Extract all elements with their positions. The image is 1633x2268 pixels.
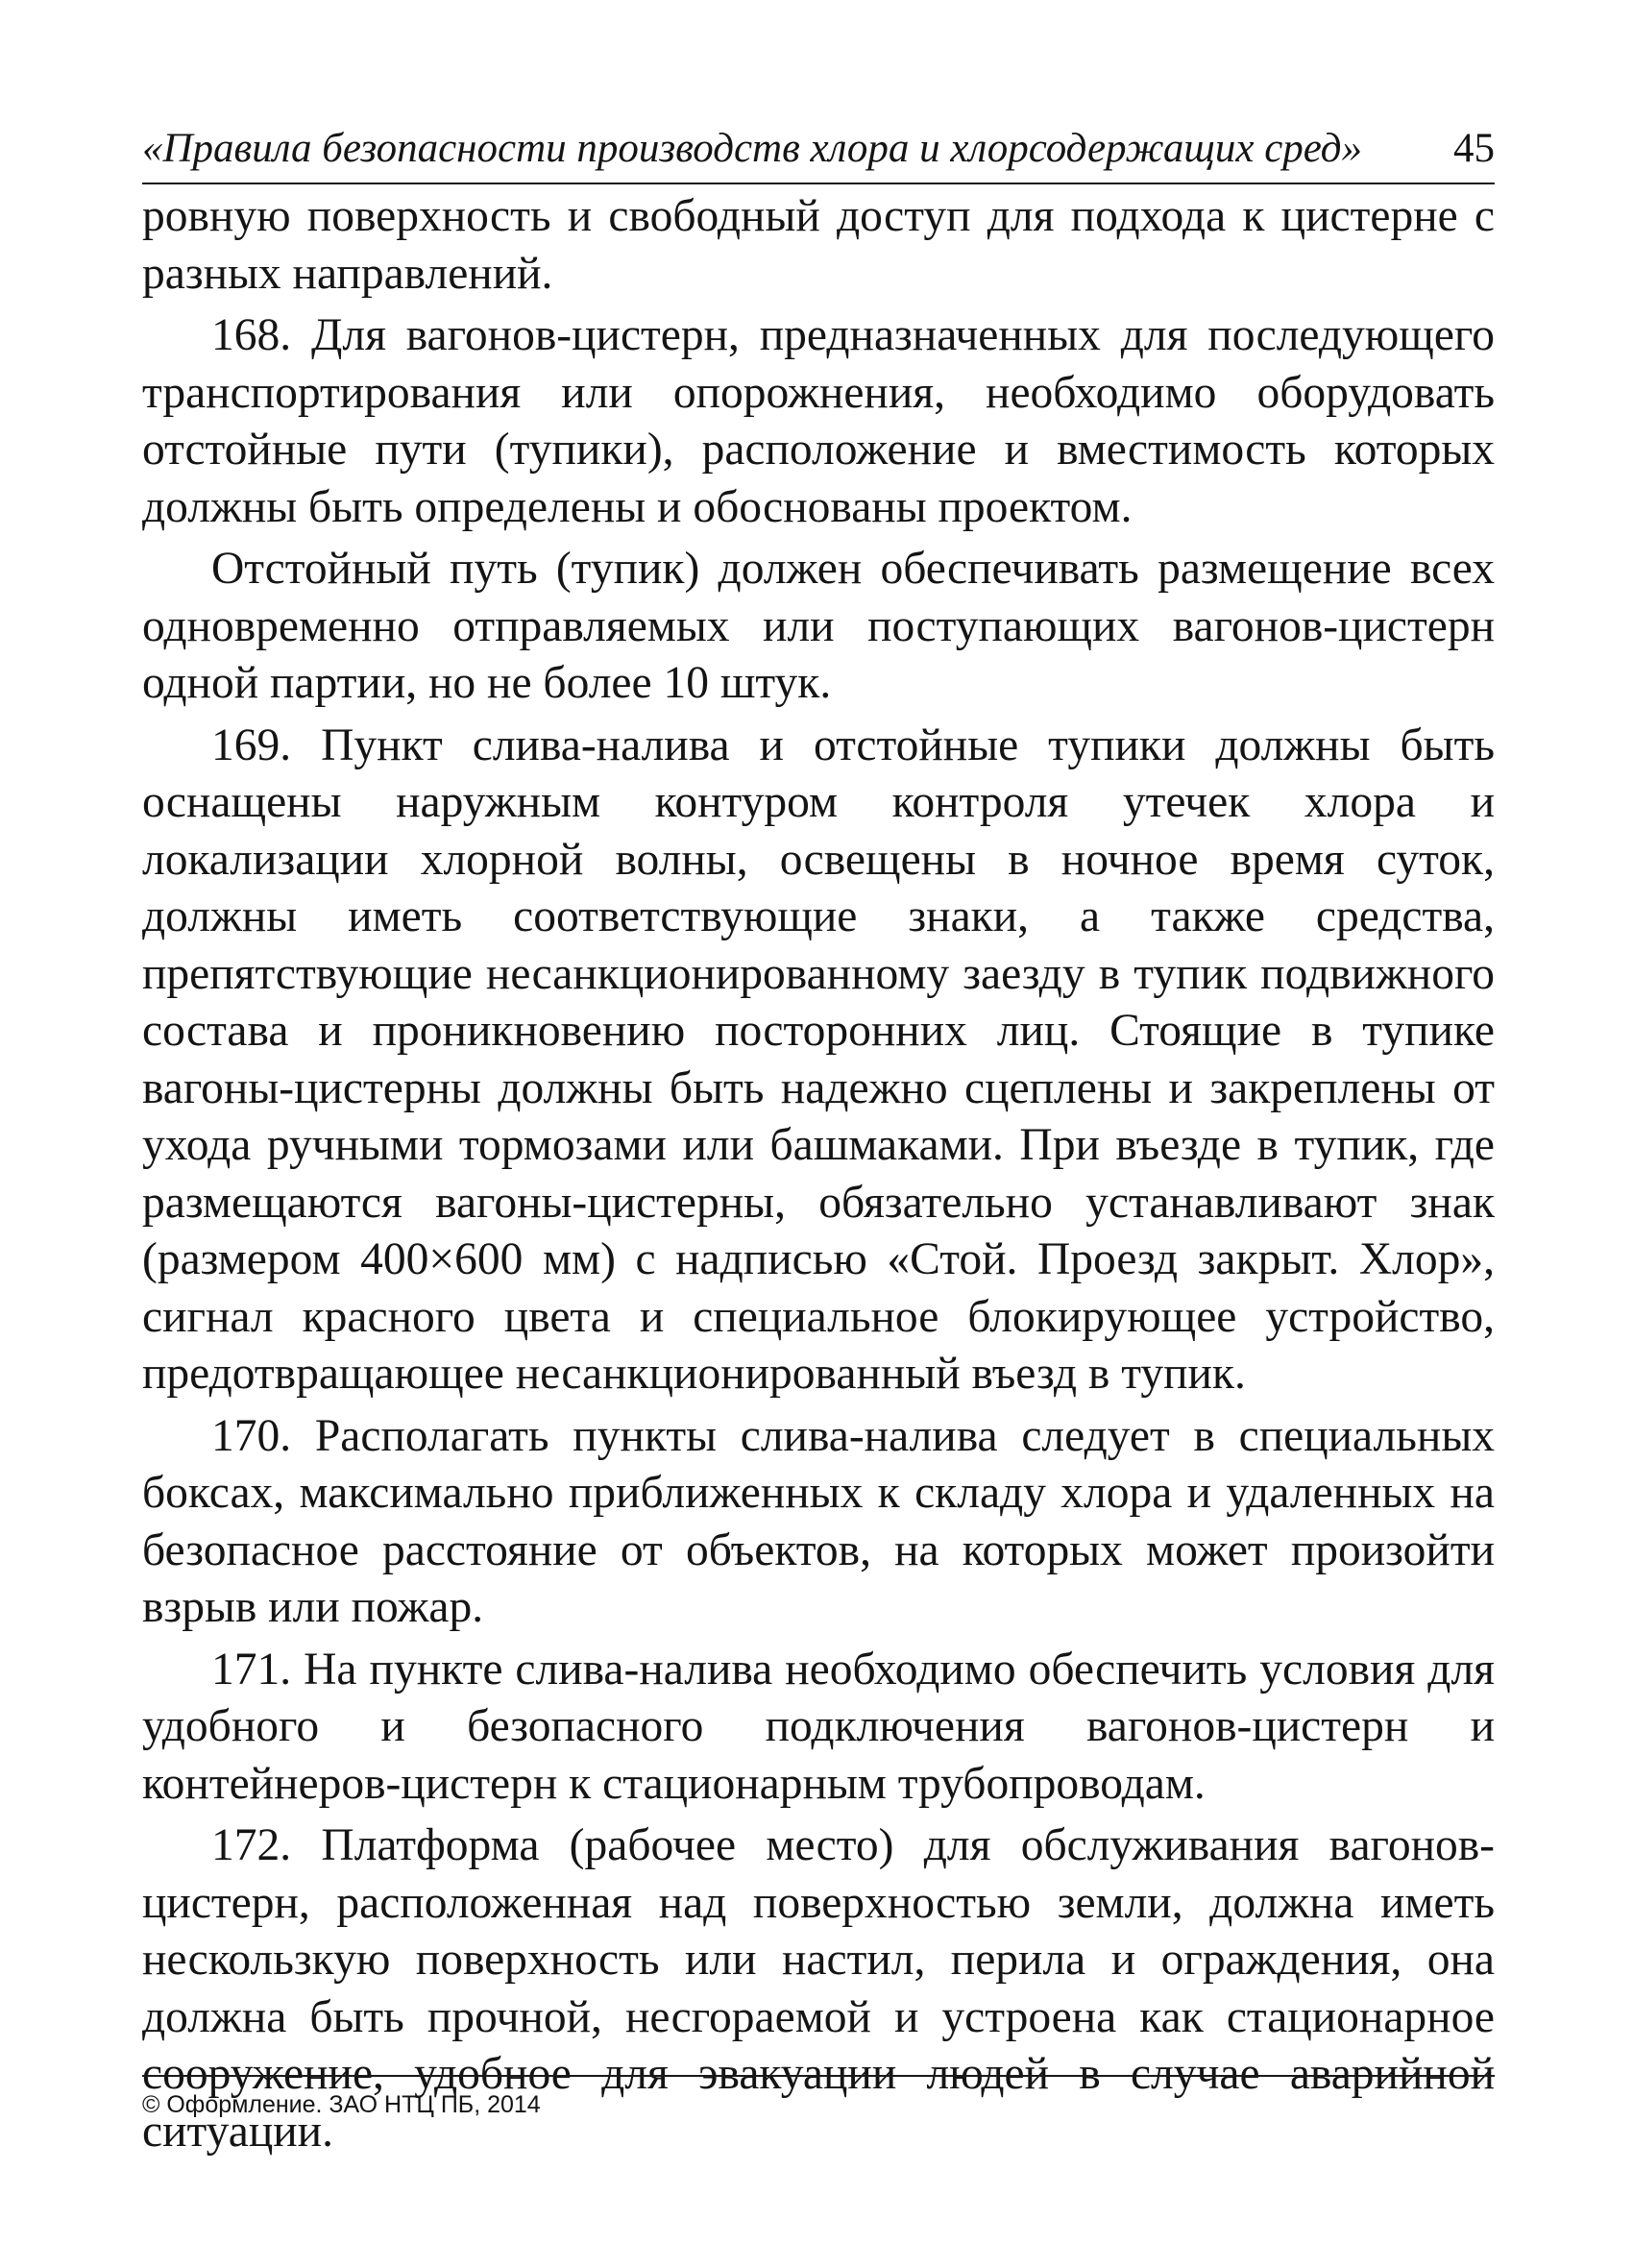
body-text	[142, 188, 1495, 2160]
paragraph-168-note: Отстойный путь (тупик) должен обеспечивать размещение всех одновременно отправляемых или поступающих вагонов-цистерн одной партии, но не более 10 штук.	[142, 544, 1495, 708]
footer-copyright: © Оформление. ЗАО НТЦ ПБ, 2014	[142, 2091, 541, 2118]
paragraph-168: 168. Для вагонов-цистерн, предназначенных для последующего транспортирования или опорожнения, необходимо оборудовать отстойные пути (тупики), расположение и вместимость которых должны быть определены и обоснованы проектом.	[142, 310, 1495, 532]
paragraph-continuation: ровную поверхность и свободный доступ для подхода к цистерне с разных направлений.	[142, 191, 1495, 299]
header-title: «Правила безопасности производств хлора и хлорсодержащих сред»	[142, 126, 1363, 171]
running-header	[142, 115, 1495, 184]
paragraph-170: 170. Располагать пункты слива-налива следует в специальных боксах, максимально приближенных к складу хлора и удаленных на безопасное расстояние от объектов, на которых может произойти взрыв или пожар.	[142, 1410, 1495, 1632]
document-page	[142, 115, 1495, 2160]
paragraph-169: 169. Пункт слива-налива и отстойные тупики должны быть оснащены наружным контуром контроля утечек хлора и локализации хлорной волны, освещены в ночное время суток, должны иметь соответствующие знаки, а также средства, препятствующие несанкционированному заезду в тупик подвижного состава и проникновению посторонних лиц. Стоящие в тупике вагоны-цистерны должны быть надежно сцеплены и закреплены от ухода ручными тормозами или башмаками. При въезде в тупик, где размещаются вагоны-цистерны, обязательно устанавливают знак (размером 400×600 мм) с надписью «Стой. Проезд закрыт. Хлор», сигнал красного цвета и специальное блокирующее устройство, предотвращающее несанкционированный въезд в тупик.	[142, 719, 1495, 1399]
paragraph-172: 172. Платформа (рабочее место) для обслуживания вагонов-цистерн, расположенная над поверхностью земли, должна иметь нескользкую поверхность или настил, перила и ограждения, она должна быть прочной, несгораемой и устроена как стационарное сооружение, удобное для эвакуации людей в случае аварийной ситуации.	[142, 1820, 1495, 2157]
page-number: 45	[1453, 126, 1495, 171]
page-footer	[142, 2075, 1495, 2121]
paragraph-171: 171. На пункте слива-налива необходимо обеспечить условия для удобного и безопасного подключения вагонов-цистерн и контейнеров-цистерн к стационарным трубопроводам.	[142, 1644, 1495, 1809]
